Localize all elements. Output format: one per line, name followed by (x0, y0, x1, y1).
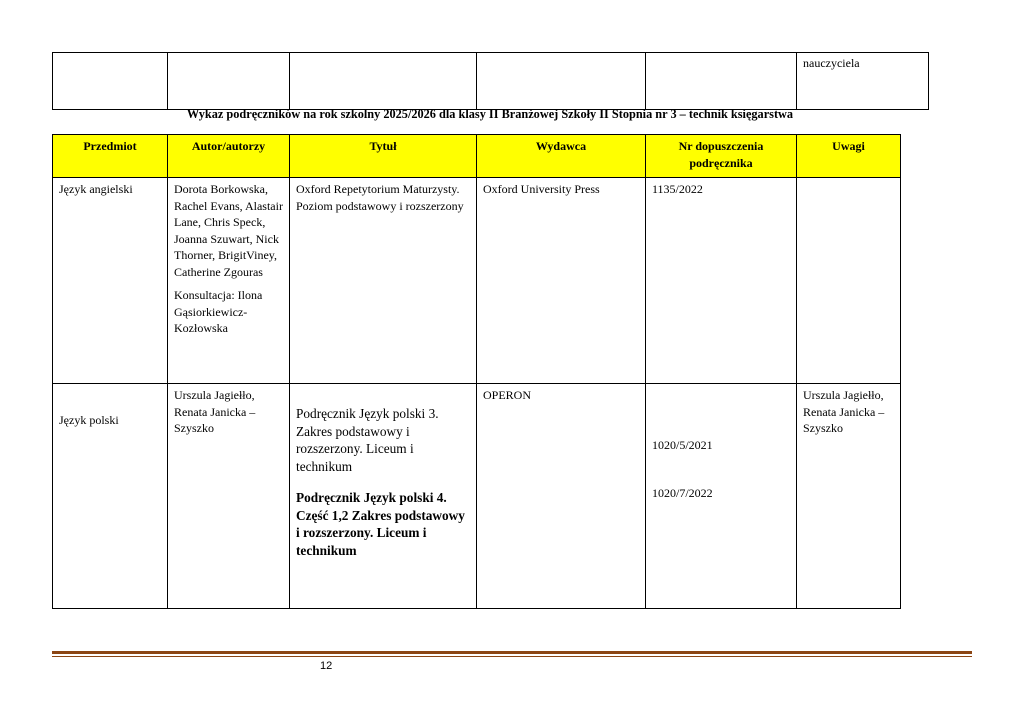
prev-cell (53, 53, 168, 110)
table-caption: Wykaz podręczników na rok szkolny 2025/2026 dla klasy II Branżowej Szkoły II Stopnia nr 3 – technik księgarstwa (186, 107, 794, 121)
header-approval: Nr dopuszczenia podręcznika (646, 135, 797, 178)
consultation-text: Konsultacja: Ilona Gąsiorkiewicz-Kozłowska (174, 288, 263, 335)
cell-subject (53, 384, 168, 609)
authors-text: Dorota Borkowska, Rachel Evans, Alastair Lane, Chris Speck, Joanna Szuwart, Nick Thorner, BrigitViney, Catherine Zgouras (174, 182, 283, 279)
subject-text: Język polski (59, 413, 119, 427)
prev-cell (168, 53, 290, 110)
approval-1: 1020/5/2021 (652, 438, 713, 452)
cell-subject: Język angielski (53, 178, 168, 384)
header-title: Tytuł (290, 135, 477, 178)
cell-title: Oxford Repetytorium Maturzysty. Poziom podstawowy i rozszerzony (290, 178, 477, 384)
header-publisher: Wydawca (477, 135, 646, 178)
title-1: Podręcznik Język polski 3. Zakres podstawowy i rozszerzony. Liceum i technikum (296, 406, 439, 474)
prev-cell (290, 53, 477, 110)
cell-authors: Urszula Jagiełło, Renata Janicka – Szyszko (168, 384, 290, 609)
header-notes: Uwagi (797, 135, 901, 178)
table-row (53, 178, 901, 384)
cell-publisher: Oxford University Press (477, 178, 646, 384)
footer-rule-thin (52, 656, 972, 657)
cell-approval (646, 384, 797, 609)
footer-rule (52, 651, 972, 654)
table-header-row (53, 135, 901, 178)
title-2: Podręcznik Język polski 4. Część 1,2 Zakres podstawowy i rozszerzony. Liceum i technikum (296, 490, 465, 558)
prev-cell (477, 53, 646, 110)
approval-2: 1020/7/2022 (652, 485, 713, 500)
prev-cell (646, 53, 797, 110)
page-number: 12 (320, 660, 333, 672)
table-row (53, 384, 901, 609)
header-subject: Przedmiot (53, 135, 168, 178)
textbook-table (52, 134, 901, 609)
cell-title (290, 384, 477, 609)
cell-authors (168, 178, 290, 384)
previous-table-fragment (52, 52, 929, 110)
prev-cell-last: nauczyciela (797, 53, 929, 110)
cell-notes (797, 178, 901, 384)
cell-approval: 1135/2022 (646, 178, 797, 384)
cell-notes: Urszula Jagiełło, Renata Janicka – Szyszko (797, 384, 901, 609)
header-author: Autor/autorzy (168, 135, 290, 178)
cell-publisher: OPERON (477, 384, 646, 609)
